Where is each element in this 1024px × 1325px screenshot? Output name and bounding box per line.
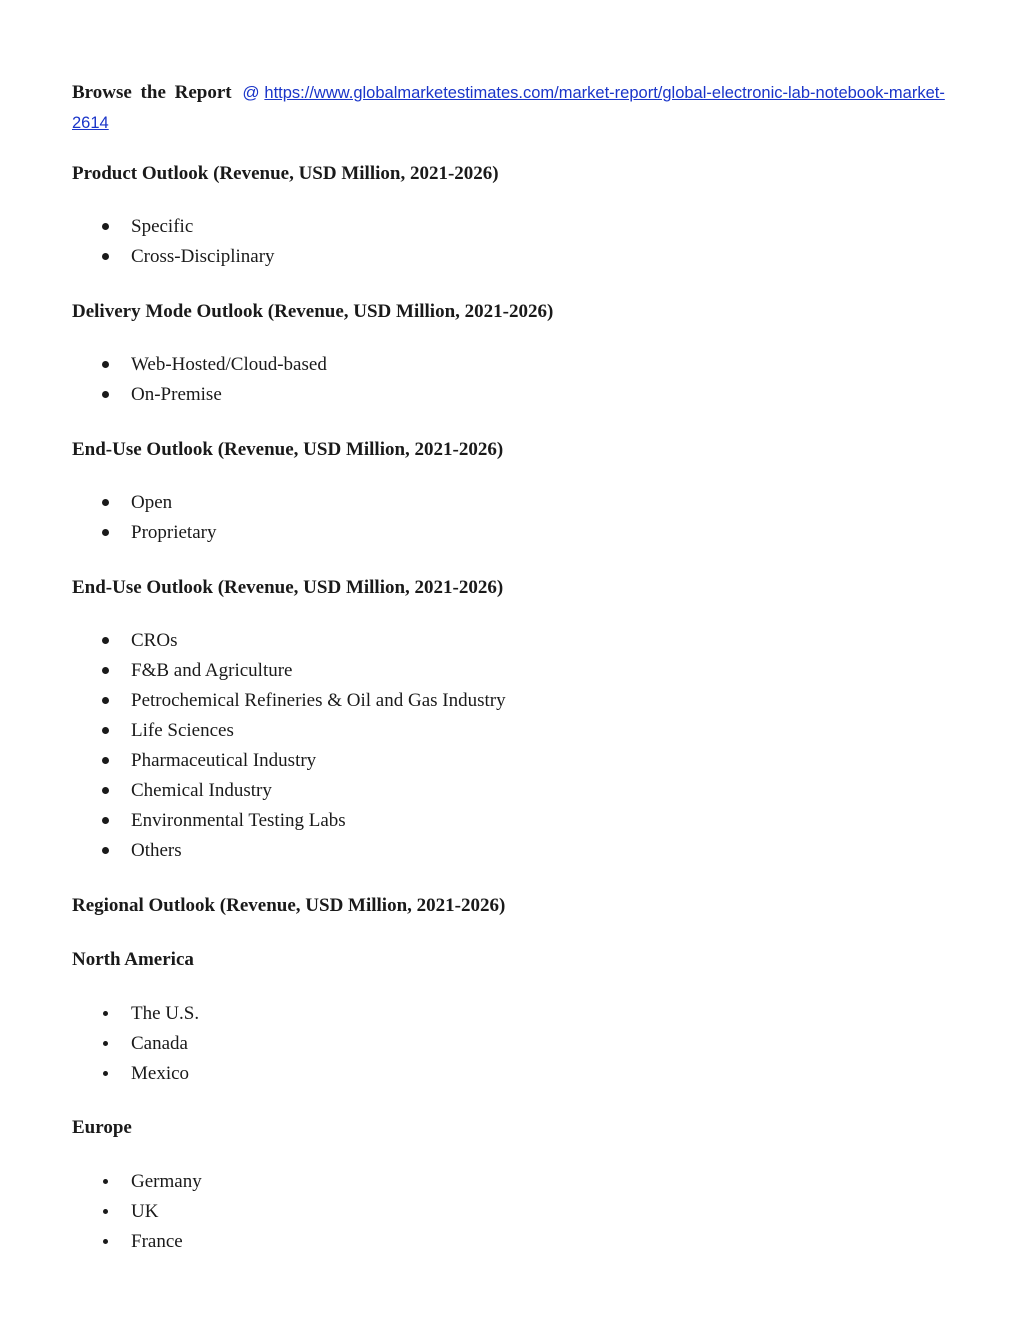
bullet-icon (102, 817, 109, 824)
list-item-text: Environmental Testing Labs (131, 810, 346, 831)
list-item-text: On-Premise (131, 384, 222, 405)
list-item-text: Canada (131, 1033, 188, 1054)
bullet-icon (103, 1071, 108, 1076)
list-item-text: CROs (131, 630, 178, 651)
list-item-text: Proprietary (131, 522, 217, 543)
bullet-icon (102, 499, 109, 506)
end-use-outlook-heading: End-Use Outlook (Revenue, USD Million, 2021-2026) (72, 439, 504, 460)
north-america-heading: North America (72, 949, 194, 970)
bullet-icon (102, 253, 109, 260)
bullet-icon (102, 223, 109, 230)
regional-outlook-heading: Regional Outlook (Revenue, USD Million, 2021-2026) (72, 895, 506, 916)
bullet-icon (102, 361, 109, 368)
bullet-icon (102, 529, 109, 536)
bullet-icon (103, 1209, 108, 1214)
list-item-text: Pharmaceutical Industry (131, 750, 317, 771)
list-item-text: Chemical Industry (131, 780, 272, 801)
list-item-text: Mexico (131, 1063, 190, 1084)
bullet-icon (102, 637, 109, 644)
bullet-icon (102, 697, 109, 704)
bullet-icon (102, 847, 109, 854)
bullet-icon (103, 1011, 108, 1016)
list-item-text: Open (131, 492, 173, 513)
list-item-text: Web-Hosted/Cloud-based (131, 354, 327, 375)
bullet-icon (103, 1041, 108, 1046)
browse-report-line (72, 78, 952, 138)
list-item-text: Cross-Disciplinary (131, 246, 275, 267)
report-link[interactable]: https://www.globalmarketestimates.com/market-report/global-electronic-lab-notebook-market-2614 (72, 84, 945, 132)
list-item-text: Petrochemical Refineries & Oil and Gas Industry (131, 690, 506, 711)
list-item-text: The U.S. (131, 1003, 200, 1024)
end-use-outlook-heading-2: End-Use Outlook (Revenue, USD Million, 2021-2026) (72, 577, 504, 598)
europe-heading: Europe (72, 1117, 132, 1138)
bullet-icon (102, 667, 109, 674)
bullet-icon (103, 1179, 108, 1184)
product-outlook-heading: Product Outlook (Revenue, USD Million, 2021-2026) (72, 163, 499, 184)
list-item-text: Specific (131, 216, 194, 237)
at-sign: @ (242, 83, 260, 102)
bullet-icon (102, 787, 109, 794)
list-item-text: UK (131, 1201, 159, 1222)
list-item-text: Life Sciences (131, 720, 234, 741)
bullet-icon (102, 391, 109, 398)
delivery-mode-outlook-heading: Delivery Mode Outlook (Revenue, USD Million, 2021-2026) (72, 301, 554, 322)
bullet-icon (103, 1239, 108, 1244)
bullet-icon (102, 727, 109, 734)
list-item-text: Others (131, 840, 182, 861)
list-item-text: Germany (131, 1171, 202, 1192)
browse-report-label: Browse the Report (72, 82, 232, 103)
list-item-text: F&B and Agriculture (131, 660, 293, 681)
list-item-text: France (131, 1231, 183, 1252)
bullet-icon (102, 757, 109, 764)
